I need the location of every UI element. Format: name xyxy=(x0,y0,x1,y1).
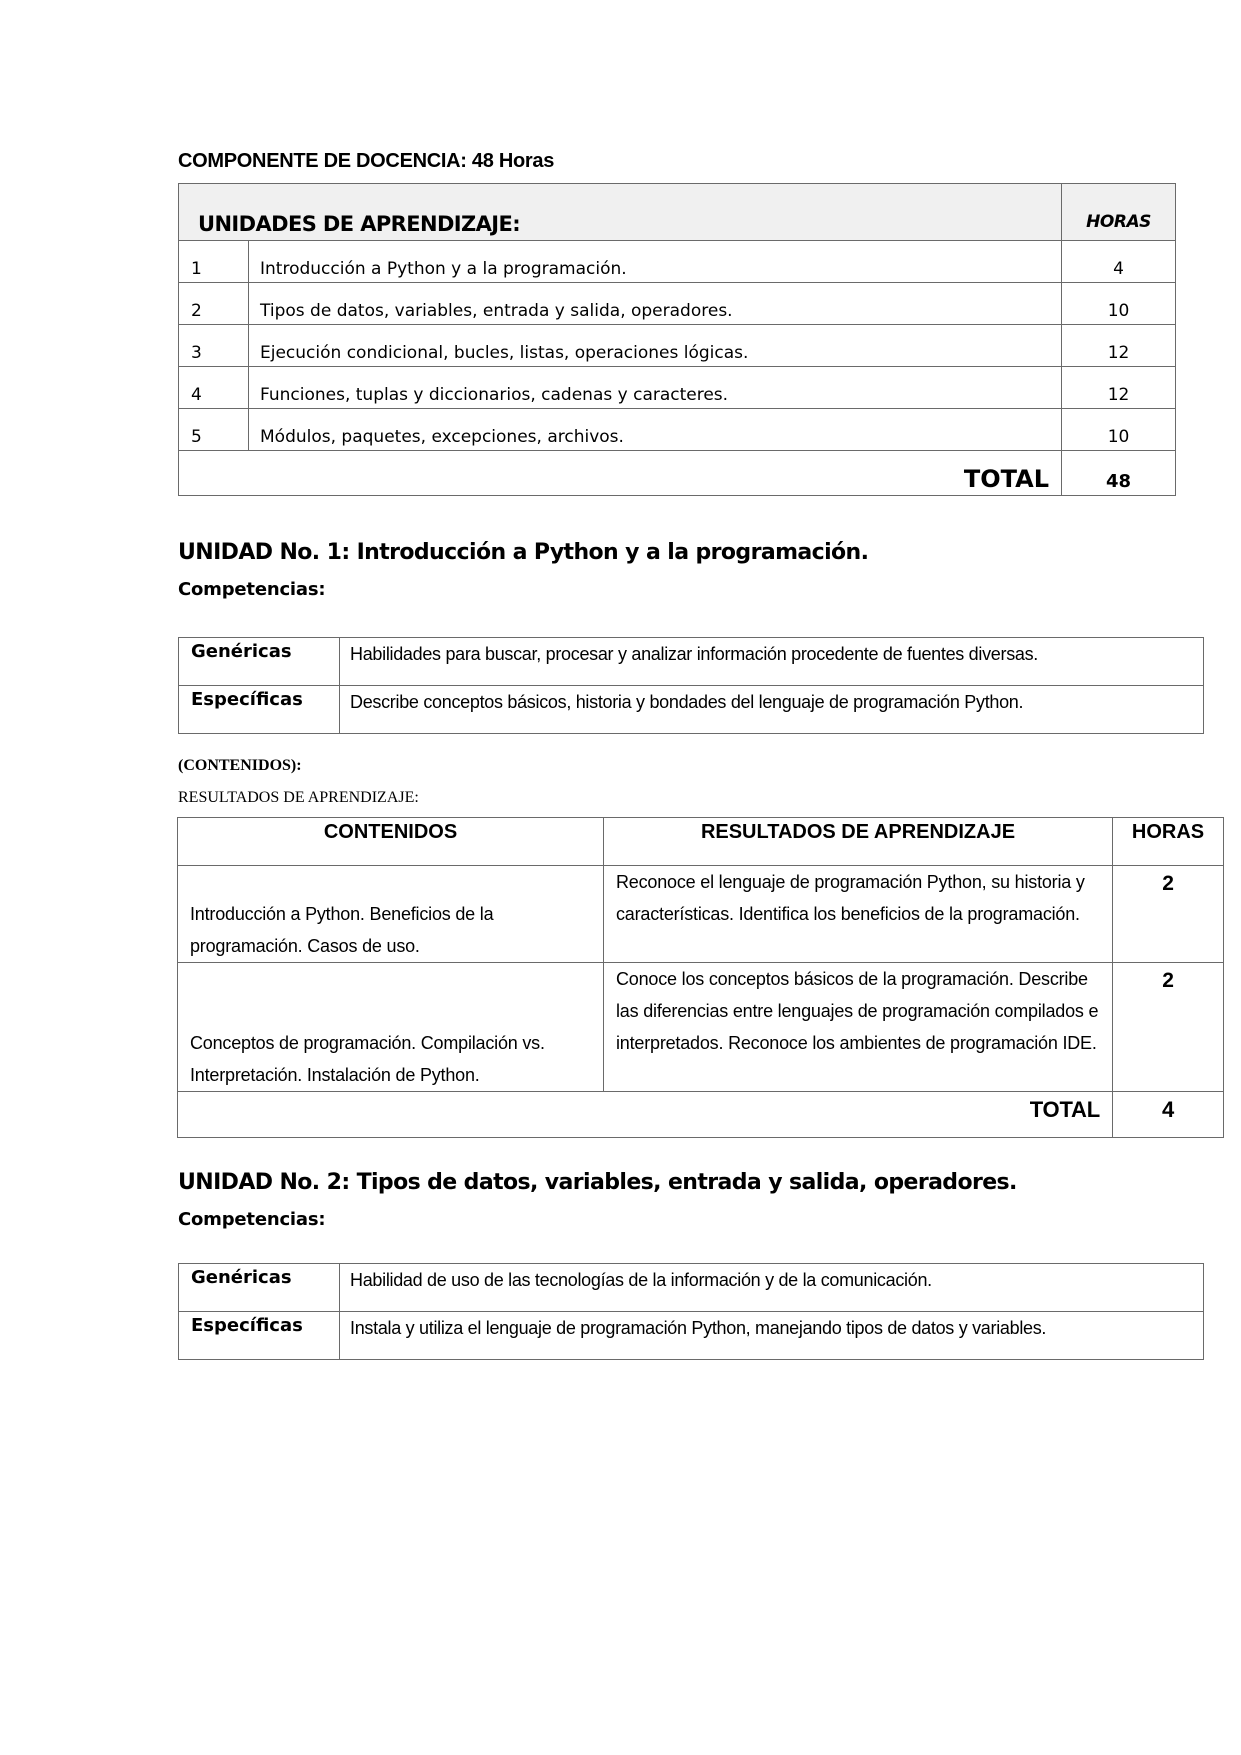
unit-number: 3 xyxy=(179,325,249,367)
contenido-cell: Conceptos de programación. Compilación vs. Interpretación. Instalación de Python. xyxy=(178,963,604,1092)
contenidos-total-value: 4 xyxy=(1113,1092,1224,1138)
table-row xyxy=(178,866,1224,963)
table-row xyxy=(179,1312,1204,1360)
unit-description: Funciones, tuplas y diccionarios, cadenas y caracteres. xyxy=(249,367,1062,409)
unit2-competencias-table xyxy=(178,1263,1204,1360)
contenidos-total-row xyxy=(178,1092,1224,1138)
table-row xyxy=(179,686,1204,734)
genericas-value: Habilidad de uso de las tecnologías de la información y de la comunicación. xyxy=(340,1264,1204,1312)
unit2-title: UNIDAD No. 2: Tipos de datos, variables, entrada y salida, operadores. xyxy=(178,1170,1017,1195)
units-table-header xyxy=(179,184,1176,241)
contenidos-label: (CONTENIDOS): xyxy=(178,757,302,774)
table-row xyxy=(179,1264,1204,1312)
resultados-label: RESULTADOS DE APRENDIZAJE: xyxy=(178,789,419,806)
contenido-cell: Introducción a Python. Beneficios de la programación. Casos de uso. xyxy=(178,866,604,963)
unit-number: 4 xyxy=(179,367,249,409)
unit-description: Ejecución condicional, bucles, listas, operaciones lógicas. xyxy=(249,325,1062,367)
resultados-header: RESULTADOS DE APRENDIZAJE xyxy=(604,818,1113,866)
especificas-value: Instala y utiliza el lenguaje de programación Python, manejando tipos de datos y variables. xyxy=(340,1312,1204,1360)
genericas-label: Genéricas xyxy=(179,1264,340,1312)
especificas-label: Específicas xyxy=(179,1312,340,1360)
table-row xyxy=(179,367,1176,409)
table-row xyxy=(179,325,1176,367)
units-table xyxy=(178,183,1176,496)
unit-number: 1 xyxy=(179,241,249,283)
horas-cell: 2 xyxy=(1113,963,1224,1092)
resultado-cell: Reconoce el lenguaje de programación Python, su historia y características. Identifica los beneficios de la programación. xyxy=(604,866,1113,963)
unit-hours: 10 xyxy=(1062,283,1176,325)
units-header-label: UNIDADES DE APRENDIZAJE: xyxy=(179,184,1062,241)
table-row xyxy=(179,409,1176,451)
unit-number: 5 xyxy=(179,409,249,451)
unit1-competencias-table xyxy=(178,637,1204,734)
units-total-value: 48 xyxy=(1062,451,1176,496)
contenidos-total-label: TOTAL xyxy=(178,1092,1113,1138)
unit1-competencias-label: Competencias: xyxy=(178,579,326,600)
unit-hours: 10 xyxy=(1062,409,1176,451)
unit-description: Introducción a Python y a la programación. xyxy=(249,241,1062,283)
units-total-label: TOTAL xyxy=(179,451,1062,496)
especificas-label: Específicas xyxy=(179,686,340,734)
units-hours-header: HORAS xyxy=(1062,184,1176,241)
genericas-label: Genéricas xyxy=(179,638,340,686)
genericas-value: Habilidades para buscar, procesar y analizar información procedente de fuentes diversas. xyxy=(340,638,1204,686)
table-row xyxy=(179,241,1176,283)
contenidos-header: CONTENIDOS xyxy=(178,818,604,866)
unit-hours: 12 xyxy=(1062,367,1176,409)
resultado-cell: Conoce los conceptos básicos de la programación. Describe las diferencias entre lenguajes de programación compilados e interpretados. Reconoce los ambientes de programación IDE. xyxy=(604,963,1113,1092)
unit-description: Tipos de datos, variables, entrada y salida, operadores. xyxy=(249,283,1062,325)
horas-cell: 2 xyxy=(1113,866,1224,963)
unit-hours: 12 xyxy=(1062,325,1176,367)
unit1-title: UNIDAD No. 1: Introducción a Python y a la programación. xyxy=(178,540,869,565)
unit2-competencias-label: Competencias: xyxy=(178,1209,326,1230)
contenidos-header-row xyxy=(178,818,1224,866)
contenidos-table xyxy=(177,817,1224,1138)
unit-number: 2 xyxy=(179,283,249,325)
table-row xyxy=(178,963,1224,1092)
unit-hours: 4 xyxy=(1062,241,1176,283)
units-total-row xyxy=(179,451,1176,496)
horas-header: HORAS xyxy=(1113,818,1224,866)
especificas-value: Describe conceptos básicos, historia y bondades del lenguaje de programación Python. xyxy=(340,686,1204,734)
table-row xyxy=(179,638,1204,686)
page-title: COMPONENTE DE DOCENCIA: 48 Horas xyxy=(178,150,555,172)
table-row xyxy=(179,283,1176,325)
unit-description: Módulos, paquetes, excepciones, archivos. xyxy=(249,409,1062,451)
